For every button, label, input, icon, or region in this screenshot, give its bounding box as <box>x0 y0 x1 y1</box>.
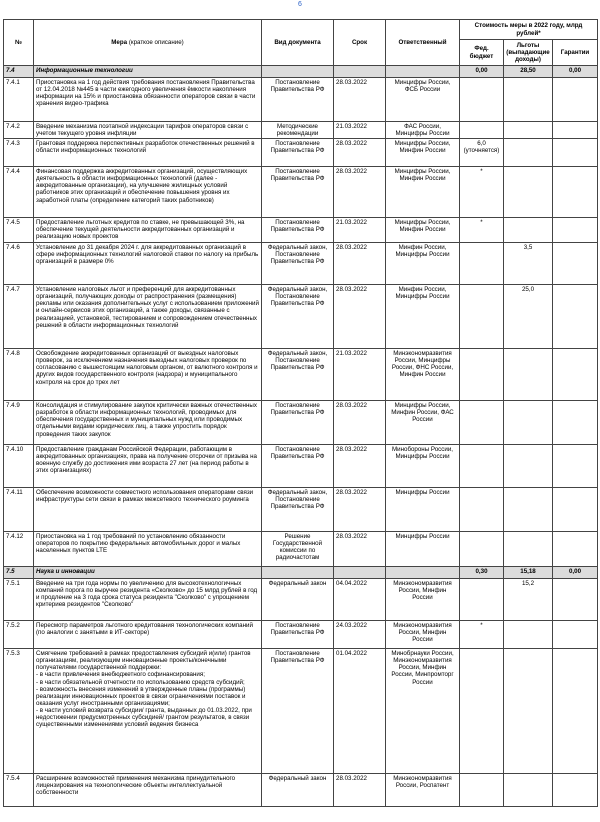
guarantees-cost <box>553 349 598 401</box>
measure-description: Установление налоговых льгот и преференций для аккредитованных организаций, получающих доходы от распространения (размещения) рекламы или оказания дополнительных услуг с использованием приложений и онлайн-сервисов этих организаций, а также доходы, связанные с реализацией, установкой, тестированием и сопровождением отечественных решений в области информационных технологий <box>34 285 262 349</box>
table-row <box>4 78 598 122</box>
measure-number: 7.4.7 <box>4 285 34 349</box>
guarantees-cost <box>553 139 598 167</box>
section-doc <box>262 567 334 579</box>
fed-budget-cost <box>460 401 504 445</box>
benefits-cost <box>504 621 553 649</box>
fed-budget-cost <box>460 285 504 349</box>
fed-budget-cost <box>460 649 504 774</box>
measure-description: Пересмотр параметров льготного кредитования технологических компаний (по аналогии с занятыми в ИТ-секторе) <box>34 621 262 649</box>
measure-number: 7.4.6 <box>4 243 34 285</box>
document-type: Федеральный закон, Постановление Правительства РФ <box>262 285 334 349</box>
benefits-cost <box>504 401 553 445</box>
measure-description: Обеспечение возможности совместного использования операторами связи инфраструктуры сети связи в рамках межсетевого технического роуминга <box>34 488 262 532</box>
guarantees-cost <box>553 488 598 532</box>
fed-budget-cost: * <box>460 621 504 649</box>
fed-budget-cost <box>460 445 504 488</box>
benefits-cost <box>504 532 553 567</box>
deadline-date: 04.04.2022 <box>334 579 386 621</box>
measure-number: 7.4.2 <box>4 122 34 139</box>
benefits-cost <box>504 445 553 488</box>
measure-description: Предоставление льготных кредитов по ставке, не превышающей 3%, на обеспечение текущей деятельности аккредитованных организаций и реализацию новых проектов <box>34 218 262 243</box>
measure-number: 7.5.3 <box>4 649 34 774</box>
document-type: Постановление Правительства РФ <box>262 621 334 649</box>
fed-budget-cost: * <box>460 218 504 243</box>
responsible-agency: Минцифры России <box>386 532 460 567</box>
measure-description: Введение на три года нормы по увеличению для высокотехнологичных компаний порога по выручке резидента «Сколково» до 15 млрд рублей в год и продление на 3 года срока статуса резидента "Сколково" с упрощением критериев резидентов "Сколково" <box>34 579 262 621</box>
fed-budget-cost <box>460 579 504 621</box>
section-row <box>4 66 598 78</box>
document-type: Федеральный закон <box>262 774 334 807</box>
responsible-agency: Минцифры России, Минфин России <box>386 218 460 243</box>
benefits-cost <box>504 122 553 139</box>
section-date <box>334 567 386 579</box>
guarantees-cost <box>553 167 598 218</box>
deadline-date: 01.04.2022 <box>334 649 386 774</box>
deadline-date: 21.03.2022 <box>334 349 386 401</box>
guarantees-cost <box>553 621 598 649</box>
fed-budget-cost: * <box>460 167 504 218</box>
measure-description: Расширение возможностей применения механизма принудительного лицензирования на технологические объекты интеллектуальной собственности <box>34 774 262 807</box>
section-num: 7.4 <box>4 66 34 78</box>
measure-description: Приостановка на 1 год действия требования постановления Правительства от 12.04.2018 №445 в части ежегодного увеличения ёмкости накопления информации на 15% и приостановка обязанности операторов связи в части хранения видео-трафика <box>34 78 262 122</box>
deadline-date: 28.03.2022 <box>334 139 386 167</box>
section-date <box>334 66 386 78</box>
document-type: Федеральный закон, Постановление Правительства РФ <box>262 349 334 401</box>
section-guarantees: 0,00 <box>553 66 598 78</box>
benefits-cost <box>504 218 553 243</box>
benefits-cost <box>504 774 553 807</box>
document-type: Постановление Правительства РФ <box>262 139 334 167</box>
guarantees-cost <box>553 532 598 567</box>
fed-budget-cost <box>460 122 504 139</box>
measure-description: Предоставление гражданам Российской Федерации, работающим в аккредитованных организациях, права на получение отсрочки от призыва на военную службу до достижения ими возраста 27 лет (на период работы в этих организациях) <box>34 445 262 488</box>
responsible-agency: ФАС России, Минцифры России <box>386 122 460 139</box>
header-deadline: Срок <box>334 20 386 66</box>
responsible-agency: Минэкономразвития России, Роспатент <box>386 774 460 807</box>
header-num: № <box>4 20 34 66</box>
benefits-cost <box>504 488 553 532</box>
responsible-agency: Минфин России, Минцифры России <box>386 243 460 285</box>
table-row <box>4 243 598 285</box>
responsible-agency: Минцифры России, ФСБ России <box>386 78 460 122</box>
deadline-date: 28.03.2022 <box>334 167 386 218</box>
deadline-date: 28.03.2022 <box>334 401 386 445</box>
measure-number: 7.4.11 <box>4 488 34 532</box>
table-row <box>4 621 598 649</box>
benefits-cost: 15,2 <box>504 579 553 621</box>
guarantees-cost <box>553 774 598 807</box>
table-row <box>4 774 598 807</box>
measure-number: 7.4.9 <box>4 401 34 445</box>
guarantees-cost <box>553 285 598 349</box>
table-row <box>4 488 598 532</box>
measure-number: 7.5.4 <box>4 774 34 807</box>
section-benefits: 28,50 <box>504 66 553 78</box>
responsible-agency: Минэкономразвития России, Минцифры России, ФНС России, Минфин России <box>386 349 460 401</box>
section-doc <box>262 66 334 78</box>
header-measure-note: (краткое описание) <box>127 38 184 46</box>
section-row <box>4 567 598 579</box>
table-row <box>4 139 598 167</box>
section-resp <box>386 66 460 78</box>
benefits-cost: 25,0 <box>504 285 553 349</box>
benefits-cost: 3,5 <box>504 243 553 285</box>
section-title: Информационные технологии <box>34 66 262 78</box>
guarantees-cost <box>553 401 598 445</box>
table-row <box>4 349 598 401</box>
section-resp <box>386 567 460 579</box>
document-type: Постановление Правительства РФ <box>262 78 334 122</box>
document-type: Методические рекомендации <box>262 122 334 139</box>
document-type: Постановление Правительства РФ <box>262 649 334 774</box>
header-guarantees: Гарантии <box>553 40 598 66</box>
table-row <box>4 401 598 445</box>
header-benefits: Льготы (выпадающие доходы) <box>504 40 553 66</box>
guarantees-cost <box>553 649 598 774</box>
benefits-cost <box>504 78 553 122</box>
table-row <box>4 445 598 488</box>
table-row <box>4 285 598 349</box>
benefits-cost <box>504 349 553 401</box>
header-doc-type: Вид документа <box>262 20 334 66</box>
page-number: 6 <box>298 1 302 8</box>
fed-budget-cost: 6,0 (уточняется) <box>460 139 504 167</box>
responsible-agency: Минфин России, Минцифры России <box>386 285 460 349</box>
measure-number: 7.4.8 <box>4 349 34 401</box>
benefits-cost <box>504 649 553 774</box>
fed-budget-cost <box>460 488 504 532</box>
section-num: 7.5 <box>4 567 34 579</box>
fed-budget-cost <box>460 774 504 807</box>
section-benefits: 15,18 <box>504 567 553 579</box>
deadline-date: 28.03.2022 <box>334 532 386 567</box>
document-type: Решение Государственной комиссии по радиочастотам <box>262 532 334 567</box>
responsible-agency: Минобороны России, Минцифры России <box>386 445 460 488</box>
table-row <box>4 532 598 567</box>
document-type: Постановление Правительства РФ <box>262 167 334 218</box>
table-row <box>4 579 598 621</box>
section-fed-budget: 0,00 <box>460 66 504 78</box>
fed-budget-cost <box>460 78 504 122</box>
header-cost: Стоимость меры в 2022 году, млрд рублей* <box>460 20 598 40</box>
measure-number: 7.4.3 <box>4 139 34 167</box>
header-measure <box>34 20 262 66</box>
guarantees-cost <box>553 218 598 243</box>
deadline-date: 28.03.2022 <box>334 78 386 122</box>
document-type: Федеральный закон, Постановление Правительства РФ <box>262 488 334 532</box>
responsible-agency: Минэкономразвития России, Минфин России <box>386 621 460 649</box>
document-type: Постановление Правительства РФ <box>262 218 334 243</box>
measure-description: Приостановка на 1 год требований по установлению обязанности операторов по покрытию федеральных автомобильных дорог и малых населенных пунктов LTE <box>34 532 262 567</box>
table-row <box>4 122 598 139</box>
responsible-agency: Минцифры России, Минфин России <box>386 139 460 167</box>
section-fed-budget: 0,30 <box>460 567 504 579</box>
document-type: Постановление Правительства РФ <box>262 401 334 445</box>
measure-description: Освобождение аккредитованных организаций от выездных налоговых проверок, за исключением назначения выездных налоговых проверок по согласованию с вышестоящим налоговым органом, от валютного контроля и других видов государственного контроля (надзора) и муниципального контроля на срок до трех лет <box>34 349 262 401</box>
responsible-agency: Минцифры России <box>386 488 460 532</box>
table-row <box>4 167 598 218</box>
fed-budget-cost <box>460 243 504 285</box>
document-type: Постановление Правительства РФ <box>262 445 334 488</box>
guarantees-cost <box>553 122 598 139</box>
table-row <box>4 649 598 774</box>
measure-number: 7.5.1 <box>4 579 34 621</box>
guarantees-cost <box>553 243 598 285</box>
deadline-date: 28.03.2022 <box>334 243 386 285</box>
deadline-date: 28.03.2022 <box>334 488 386 532</box>
responsible-agency: Минобрнауки России, Минэкономразвития России, Минфин России, Минпромторг России <box>386 649 460 774</box>
measure-description: Консолидация и стимулирование закупок критически важных отечественных разработок в области информационных технологий, проводимых для обеспечения государственных и муниципальных нужд или проводимых отдельными видами юридических лиц, а также упростить порядок проведения таких закупок <box>34 401 262 445</box>
table-row <box>4 218 598 243</box>
deadline-date: 21.03.2022 <box>334 122 386 139</box>
header-measure-label: Мера <box>111 38 128 46</box>
deadline-date: 28.03.2022 <box>334 774 386 807</box>
header-responsible: Ответственный <box>386 20 460 66</box>
header-fed-budget: Фед. бюджет <box>460 40 504 66</box>
guarantees-cost <box>553 579 598 621</box>
responsible-agency: Минэкономразвития России, Минфин России <box>386 579 460 621</box>
measure-number: 7.4.1 <box>4 78 34 122</box>
measure-description: Введение механизма поэтапной индексации тарифов операторов связи с учетом текущего уровня инфляции <box>34 122 262 139</box>
deadline-date: 28.03.2022 <box>334 445 386 488</box>
guarantees-cost <box>553 78 598 122</box>
measure-number: 7.4.5 <box>4 218 34 243</box>
measure-number: 7.4.12 <box>4 532 34 567</box>
document-type: Федеральный закон, Постановление Правительства РФ <box>262 243 334 285</box>
responsible-agency: Минцифры России, Минфин России <box>386 167 460 218</box>
measure-description: Установление до 31 декабря 2024 г. для аккредитованных организаций в сфере информационных технологий налоговой ставки по налогу на прибыль организаций в размере 0% <box>34 243 262 285</box>
benefits-cost <box>504 167 553 218</box>
deadline-date: 21.03.2022 <box>334 218 386 243</box>
measure-number: 7.5.2 <box>4 621 34 649</box>
measure-description: Смягчение требований в рамках предоставления субсидий и(или) грантов организациям, реализующим инновационные проекты/конечными получателями государственной поддержки: - в части привлечения внебюджетного софинансирования; - в части обязательной отчетности по использованию средств субсидий; - возможность внесения изменений в утвержденные планы (программы) реализации инновационных проектов в связи ограничениями поставок и оказания услуг иностранными организациями; - в части условий возврата субсидии/ гранта, выданных до 01.03.2022, при недостижении предусмотренных субсидией/ грантом результатов, в связи существенными изменениями условий ведения бизнеса <box>34 649 262 774</box>
measure-number: 7.4.4 <box>4 167 34 218</box>
measures-table <box>3 19 598 807</box>
section-title: Наука и инновации <box>34 567 262 579</box>
responsible-agency: Минцифры России, Минфин России, ФАС России <box>386 401 460 445</box>
measure-description: Финансовая поддержка аккредитованных организаций, осуществляющих деятельность в области информационных технологий (далее - аккредитованные организации), на улучшение жилищных условий работников этих организаций и обеспечение повышения уровня их заработной платы (определение категорий таких работников) <box>34 167 262 218</box>
measure-number: 7.4.10 <box>4 445 34 488</box>
measure-description: Грантовая поддержка перспективных разработок отечественных решений в области информационных технологий <box>34 139 262 167</box>
section-guarantees: 0,00 <box>553 567 598 579</box>
fed-budget-cost <box>460 349 504 401</box>
benefits-cost <box>504 139 553 167</box>
guarantees-cost <box>553 445 598 488</box>
deadline-date: 24.03.2022 <box>334 621 386 649</box>
document-type: Федеральный закон <box>262 579 334 621</box>
fed-budget-cost <box>460 532 504 567</box>
deadline-date: 28.03.2022 <box>334 285 386 349</box>
